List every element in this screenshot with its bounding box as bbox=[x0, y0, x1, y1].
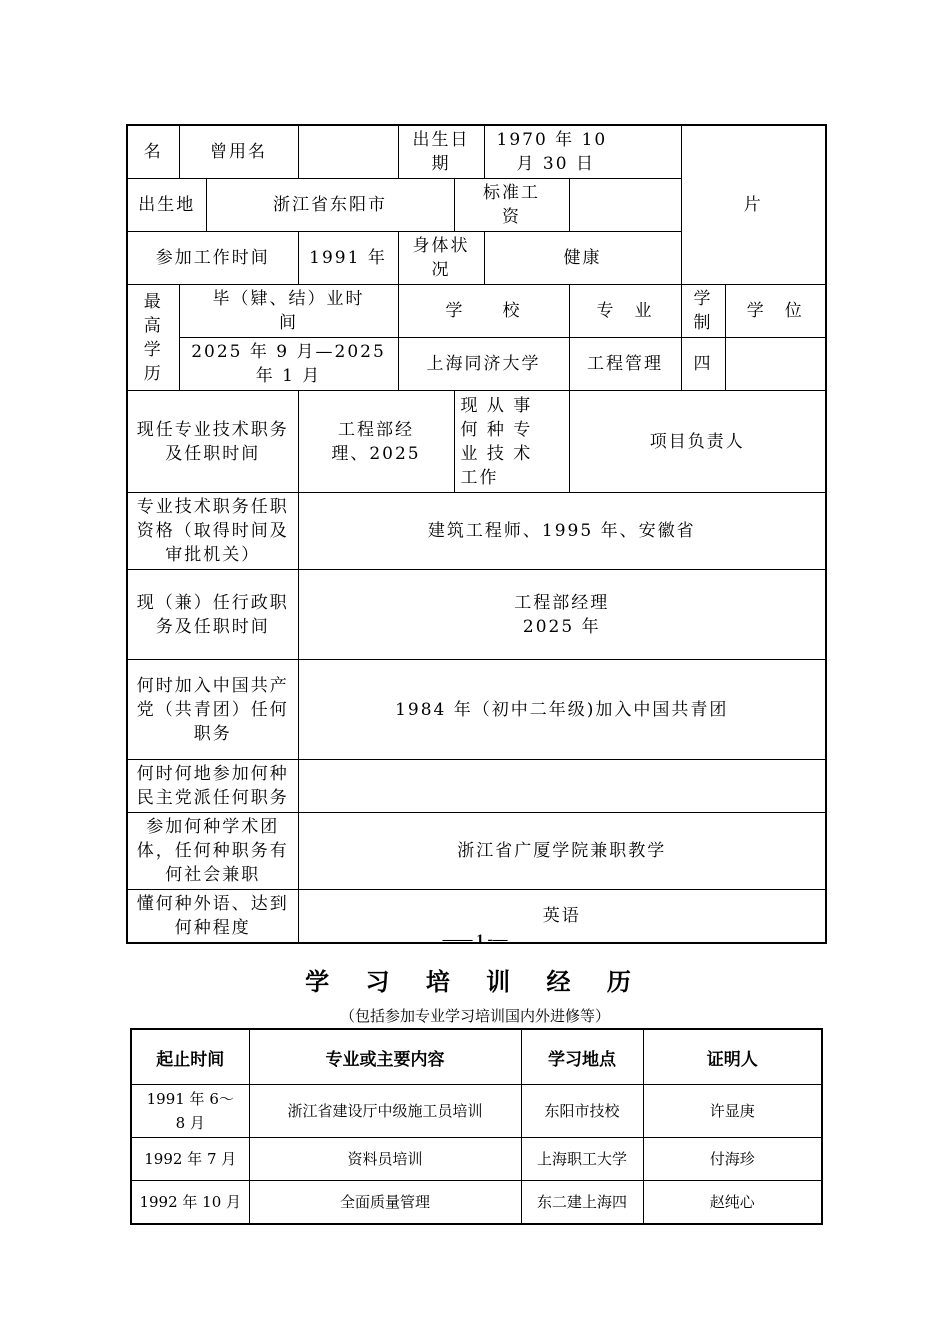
table-cell: 1991 年 6～8 月 bbox=[131, 1085, 249, 1138]
academic-value: 浙江省广厦学院兼职教学 bbox=[298, 813, 826, 890]
birthplace-label: 出生地 bbox=[127, 179, 206, 232]
qualification-label-line: 资格（取得时间及 bbox=[136, 521, 289, 541]
birth-date-label: 出生日期 bbox=[398, 125, 484, 179]
current-title-value-line2: 理、2025 bbox=[331, 443, 421, 464]
table-row bbox=[131, 1085, 822, 1138]
health-label-line1: 身体状 bbox=[412, 236, 470, 256]
school-label: 学 校 bbox=[398, 285, 569, 338]
birth-date-line2: 月 30 日 bbox=[516, 154, 595, 174]
major-value: 工程管理 bbox=[569, 338, 681, 391]
current-work-label-line: 现 从 事 bbox=[460, 395, 533, 416]
current-title-label-line1: 现任专业技术职务 bbox=[136, 419, 289, 440]
grad-time-value-line2: 年 1 月 bbox=[255, 366, 322, 386]
grad-time-label-line2: 间 bbox=[279, 313, 298, 333]
admin-post-label-line: 现（兼）任行政职 bbox=[136, 592, 289, 613]
column-header: 学习地点 bbox=[521, 1029, 643, 1085]
party-label bbox=[127, 660, 298, 760]
table-cell: 东阳市技校 bbox=[521, 1085, 643, 1138]
std-wage-value bbox=[569, 179, 681, 232]
table-row bbox=[131, 1138, 822, 1181]
table-cell: 1992 年 10 月 bbox=[131, 1181, 249, 1224]
school-value: 上海同济大学 bbox=[398, 338, 569, 391]
current-title-label bbox=[127, 391, 298, 493]
training-table bbox=[130, 1028, 821, 1225]
current-title-value-line1: 工程部经 bbox=[338, 419, 414, 440]
training-subtitle: （包括参加专业学习培训国内外进修等） bbox=[339, 1007, 610, 1025]
qualification-label bbox=[127, 493, 298, 570]
grad-time-value-line1: 2025 年 9 月—2025 bbox=[191, 342, 386, 362]
health-label bbox=[398, 232, 484, 285]
edu-char: 最 bbox=[143, 291, 163, 312]
grad-time-value bbox=[179, 338, 398, 391]
degree-label: 学 位 bbox=[725, 285, 826, 338]
birth-date-line1: 1970 年 10 bbox=[496, 130, 608, 150]
academic-label-line: 何社会兼职 bbox=[165, 865, 261, 885]
duration-value: 四 bbox=[681, 338, 725, 391]
work-start-label: 参加工作时间 bbox=[127, 232, 298, 285]
birthplace-value: 浙江省东阳市 bbox=[206, 179, 454, 232]
former-name-value bbox=[298, 125, 398, 179]
current-title-value bbox=[298, 391, 454, 493]
column-header: 专业或主要内容 bbox=[249, 1029, 521, 1085]
language-label-line: 何种程度 bbox=[174, 918, 251, 938]
qualification-value: 建筑工程师、1995 年、安徽省 bbox=[298, 493, 826, 570]
health-label-line2: 况 bbox=[431, 260, 451, 280]
academic-label bbox=[127, 813, 298, 890]
qualification-label-line: 审批机关） bbox=[165, 545, 261, 565]
duration-label-line2: 制 bbox=[693, 313, 713, 333]
party-value: 1984 年（初中二年级)加入中国共青团 bbox=[298, 660, 826, 760]
std-wage-label bbox=[454, 179, 569, 232]
duration-label-line1: 学 bbox=[693, 289, 713, 309]
grad-time-label bbox=[179, 285, 398, 338]
democratic-party-value bbox=[298, 760, 826, 813]
democratic-party-label bbox=[127, 760, 298, 813]
current-work-label-line: 何 种 专 bbox=[460, 419, 533, 440]
current-work-label-line: 业 技 术 bbox=[460, 443, 533, 464]
table-header-row bbox=[131, 1029, 822, 1085]
grad-time-label-line1: 毕（肄、结）业时 bbox=[212, 289, 365, 309]
academic-label-line: 参加何种学术团 bbox=[146, 817, 280, 837]
party-label-line: 职务 bbox=[193, 723, 232, 744]
name-label: 名 bbox=[127, 125, 179, 179]
academic-label-line: 体，任何种职务有 bbox=[136, 841, 289, 861]
party-label-line: 党（共青团）任何 bbox=[136, 699, 289, 720]
democratic-label-line: 民主党派任何职务 bbox=[136, 788, 289, 808]
former-name-label: 曾用名 bbox=[179, 125, 298, 179]
admin-post-label-line: 务及任职时间 bbox=[155, 616, 270, 637]
health-value: 健康 bbox=[484, 232, 681, 285]
table-cell: 东二建上海四 bbox=[521, 1181, 643, 1224]
photo-box: 片 bbox=[681, 125, 826, 285]
admin-post-value bbox=[298, 570, 826, 660]
current-title-label-line2: 及任职时间 bbox=[165, 443, 261, 464]
language-value: 英语 bbox=[298, 890, 826, 944]
std-wage-label-line2: 资 bbox=[502, 207, 521, 227]
training-title: 学 习 培 训 经 历 bbox=[305, 968, 645, 996]
qualification-label-line: 专业技术职务任职 bbox=[136, 497, 289, 517]
table-cell: 全面质量管理 bbox=[249, 1181, 521, 1224]
major-label: 专 业 bbox=[569, 285, 681, 338]
edu-char: 学 bbox=[143, 339, 163, 360]
current-work-value: 项目负责人 bbox=[569, 391, 826, 493]
duration-label bbox=[681, 285, 725, 338]
work-start-value: 1991 年 bbox=[298, 232, 398, 285]
table-cell: 付海珍 bbox=[643, 1138, 822, 1181]
democratic-label-line: 何时何地参加何种 bbox=[136, 764, 289, 784]
personnel-form bbox=[126, 124, 825, 938]
party-label-line: 何时加入中国共产 bbox=[136, 675, 289, 696]
table-cell: 许显庚 bbox=[643, 1085, 822, 1138]
current-work-label bbox=[454, 391, 569, 493]
table-cell: 上海职工大学 bbox=[521, 1138, 643, 1181]
admin-post-label bbox=[127, 570, 298, 660]
admin-post-value-line2: 2025 年 bbox=[522, 616, 601, 637]
highest-education-label bbox=[127, 285, 179, 391]
admin-post-value-line1: 工程部经理 bbox=[514, 592, 610, 613]
column-header: 起止时间 bbox=[131, 1029, 249, 1085]
degree-value bbox=[725, 338, 826, 391]
page-number: —— 1 -— bbox=[442, 932, 508, 948]
std-wage-label-line1: 标准工 bbox=[483, 183, 540, 203]
table-cell: 赵纯心 bbox=[643, 1181, 822, 1224]
table-row bbox=[131, 1181, 822, 1224]
birth-date-value bbox=[484, 125, 681, 179]
edu-char: 高 bbox=[143, 315, 163, 336]
table-cell: 资料员培训 bbox=[249, 1138, 521, 1181]
language-label-line: 懂何种外语、达到 bbox=[136, 894, 289, 914]
edu-char: 历 bbox=[143, 363, 163, 384]
column-header: 证明人 bbox=[643, 1029, 822, 1085]
table-cell: 浙江省建设厅中级施工员培训 bbox=[249, 1085, 521, 1138]
current-work-label-line: 工作 bbox=[460, 467, 499, 488]
table-cell: 1992 年 7 月 bbox=[131, 1138, 249, 1181]
